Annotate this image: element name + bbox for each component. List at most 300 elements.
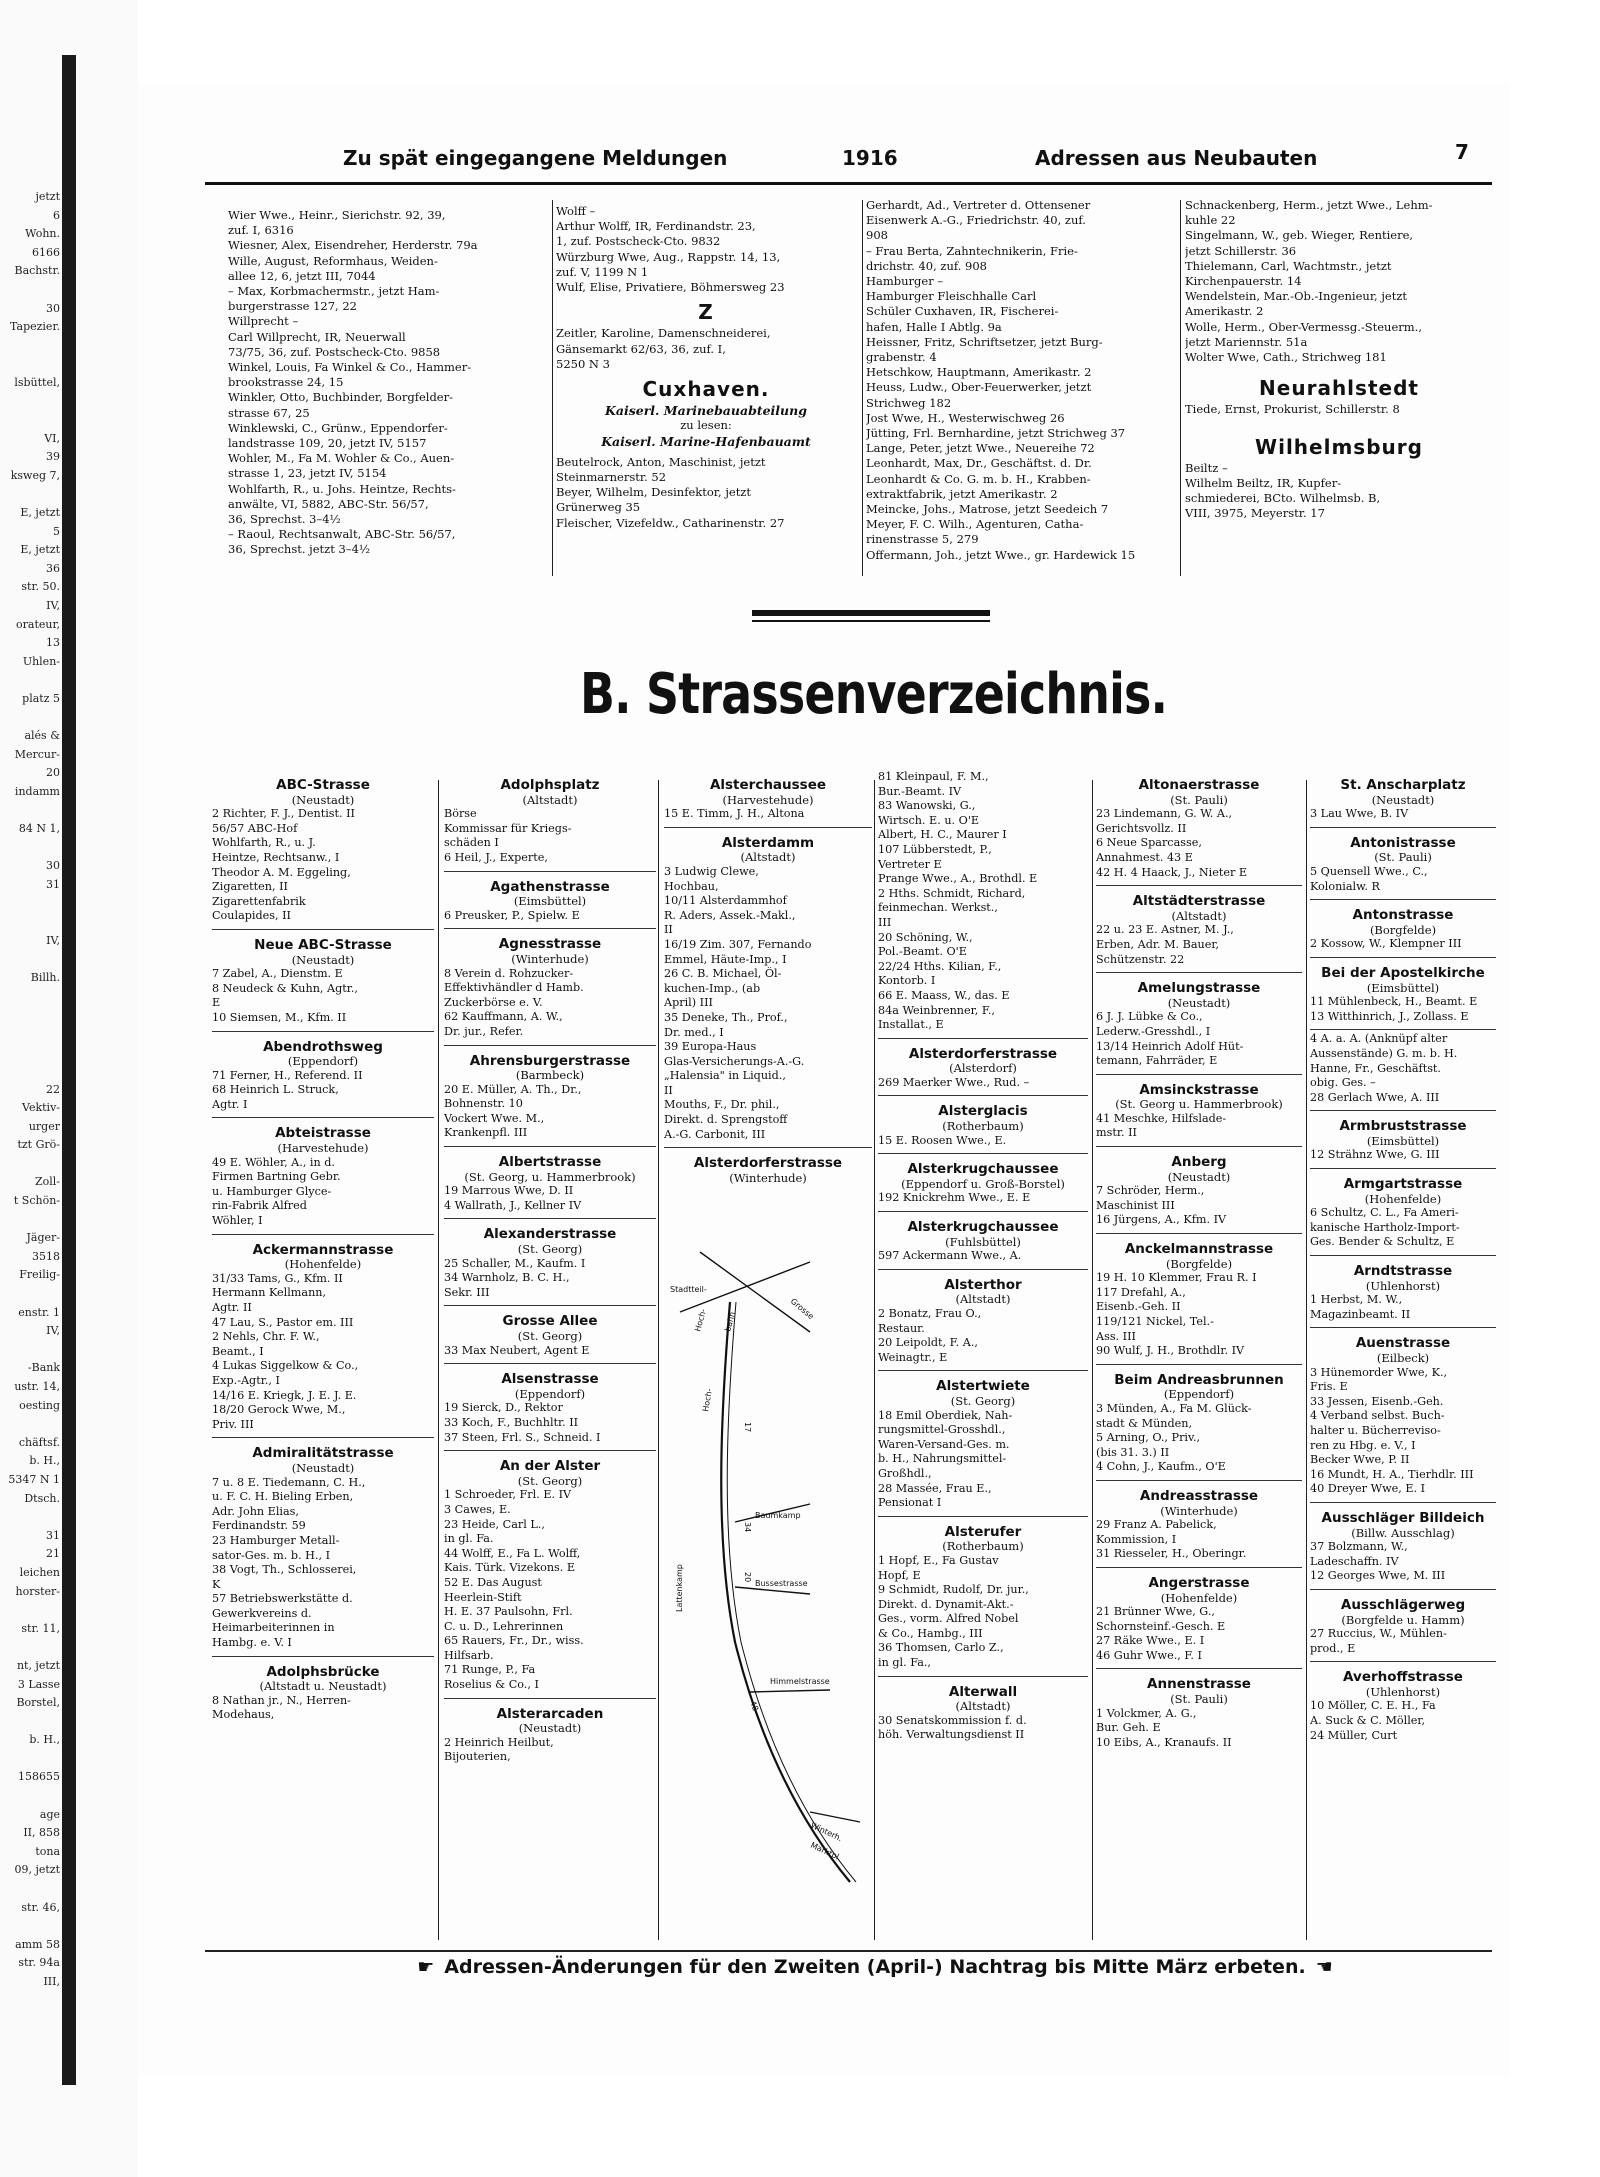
- address-line: 73/75, 36, zuf. Postscheck-Cto. 9858: [228, 344, 441, 359]
- address-line: Beutelrock, Anton, Maschinist, jetzt: [556, 454, 766, 469]
- gutter-text-line: [0, 1917, 60, 1936]
- gutter-text-line: 22: [46, 1082, 60, 1096]
- directory-entry: 71 Runge, P., Fa: [444, 1663, 536, 1677]
- directory-entry: 269 Maerker Wwe., Rud. –: [878, 1075, 1030, 1089]
- address-line: drichstr. 40, zuf. 908: [866, 258, 987, 273]
- directory-entry: Hanne, Fr., Geschäftst.: [1310, 1061, 1441, 1075]
- district-name: (Borgfelde u. Hamm): [1341, 1612, 1465, 1627]
- directory-entry: April) III: [664, 996, 713, 1010]
- street-name: Adolphsbrücke: [266, 1663, 380, 1680]
- directory-entry: 81 Kleinpaul, F. M.,: [878, 770, 989, 783]
- directory-entry: 5 Quensell Wwe., C.,: [1310, 864, 1428, 878]
- directory-entry: rin-Fabrik Alfred: [212, 1199, 307, 1213]
- address-line: rinenstrasse 5, 279: [866, 532, 979, 547]
- district-name: (St. Georg): [950, 1393, 1016, 1408]
- district-name: (Winterhude): [729, 1170, 807, 1185]
- column-divider: [862, 200, 863, 576]
- district-name: (Eppendorf): [514, 1386, 586, 1401]
- street-name: Bei der Apostelkirche: [1321, 964, 1485, 981]
- directory-entry: 56/57 ABC-Hof: [212, 821, 298, 835]
- street-name: Alstertwiete: [936, 1378, 1030, 1395]
- street-name: St. Anscharplatz: [1340, 777, 1466, 793]
- district-name: (St. Georg): [517, 1473, 583, 1488]
- district-name: (Alsterdorf): [949, 1061, 1017, 1076]
- directory-entry: 21 Brünner Wwe, G.,: [1096, 1605, 1215, 1619]
- directory-entry: 20 E. Müller, A. Th., Dr.,: [444, 1082, 582, 1096]
- gutter-text-line: oesting: [19, 1398, 60, 1412]
- gutter-text-line: [0, 1601, 60, 1620]
- gutter-text-line: E, jetzt: [20, 506, 60, 520]
- gutter-text-line: [0, 1508, 60, 1527]
- district-name: (Neustadt): [291, 792, 355, 807]
- directory-entry: Agtr. I: [212, 1097, 248, 1111]
- gutter-text-line: b. H.,: [29, 1733, 60, 1747]
- gutter-text-line: [0, 839, 60, 858]
- gutter-text-line: 6166: [32, 245, 60, 259]
- district-name: (Fuhlsbüttel): [945, 1234, 1021, 1249]
- address-line: kuhle 22: [1185, 213, 1236, 228]
- directory-entry: 11 Mühlenbeck, H., Beamt. E: [1310, 995, 1478, 1009]
- address-line: Jütting, Frl. Bernhardine, jetzt Strichweg 37: [866, 426, 1126, 441]
- directory-entry: 29 Franz A. Pabelick,: [1096, 1518, 1217, 1532]
- header-rule: [205, 182, 1492, 185]
- address-line: extraktfabrik, jetzt Amerikastr. 2: [866, 486, 1058, 501]
- address-line: Arthur Wolff, IR, Ferdinandstr. 23,: [556, 219, 756, 234]
- street-name: Anckelmannstrasse: [1124, 1241, 1274, 1258]
- directory-entry: Großhdl.,: [878, 1466, 932, 1480]
- directory-entry: Theodor A. M. Eggeling,: [212, 865, 351, 879]
- address-line: Fleischer, Vizefeldw., Catharinenstr. 27: [556, 515, 785, 530]
- street-separator: [1096, 1146, 1302, 1147]
- street-separator: [1096, 885, 1302, 886]
- directory-entry: 20 Leipoldt, F. A.,: [878, 1336, 978, 1350]
- directory-entry: 7 u. 8 E. Tiedemann, C. H.,: [212, 1475, 366, 1489]
- column-divider: [438, 780, 439, 1940]
- gutter-text-line: str. 50.: [21, 580, 60, 594]
- directory-entry: II: [664, 923, 673, 937]
- directory-entry: Heerlein-Stift: [444, 1590, 522, 1604]
- map-label: Grosse: [788, 1296, 816, 1322]
- directory-entry: 23 Heide, Carl L.,: [444, 1517, 545, 1531]
- street-separator: [444, 1363, 656, 1364]
- directory-entry: Pensionat I: [878, 1496, 942, 1510]
- directory-entry: 1 Hopf, E., Fa Gustav: [878, 1553, 999, 1567]
- gutter-text-line: 31: [46, 1528, 60, 1542]
- street-separator: [444, 1698, 656, 1699]
- gutter-text-line: [0, 1638, 60, 1657]
- directory-entry: 119/121 Nickel, Tel.-: [1096, 1315, 1214, 1328]
- column-divider: [874, 780, 875, 1940]
- street-separator: [444, 1045, 656, 1046]
- address-line: 36, Sprechst. 3–4½: [228, 512, 341, 527]
- gutter-text-line: 20: [46, 766, 60, 780]
- district-name: (Winterhude): [1160, 1503, 1238, 1518]
- district-name: (Winterhude): [511, 951, 589, 966]
- district-name: (Hohenfelde): [1364, 1191, 1442, 1206]
- gutter-text-line: 31: [46, 877, 60, 891]
- directory-entry: 19 H. 10 Klemmer, Frau R. I: [1096, 1271, 1257, 1285]
- district-name: (Neustadt): [291, 1460, 355, 1475]
- street-separator: [1310, 1255, 1496, 1256]
- gutter-text-line: Wohn.: [25, 227, 60, 241]
- directory-entry: Dr. jur., Refer.: [444, 1024, 524, 1038]
- street-separator: [1096, 1074, 1302, 1075]
- street-name: Alsterdamm: [721, 834, 815, 851]
- directory-entry: 24 Müller, Curt: [1310, 1728, 1398, 1742]
- gutter-text-line: Borstel,: [16, 1696, 60, 1710]
- directory-entry: Wohlfarth, R., u. J.: [212, 836, 316, 850]
- street-separator: [1310, 1110, 1496, 1111]
- map-label: Bussestrasse: [755, 1579, 808, 1588]
- gutter-text-line: [0, 1415, 60, 1434]
- gutter-text-line: [0, 671, 60, 690]
- directory-entry: 6 Schultz, C. L., Fa Ameri-: [1310, 1206, 1459, 1220]
- gutter-text-line: enstr. 1: [18, 1305, 60, 1319]
- street-separator: [878, 1269, 1088, 1270]
- page-edge-bar: [62, 55, 76, 2085]
- directory-entry: Kais. Türk. Vizekons. E: [444, 1561, 576, 1575]
- map-label: bahn: [723, 1310, 738, 1333]
- directory-entry: 3 Cawes, E.: [444, 1502, 511, 1516]
- street-column-5: [1096, 770, 1302, 1750]
- address-line: Heissner, Fritz, Schriftsetzer, jetzt Burg-: [866, 334, 1103, 349]
- address-line: Willprecht –: [228, 314, 299, 329]
- street-separator: [664, 1147, 872, 1148]
- street-separator: [212, 1656, 434, 1657]
- gutter-text-line: Mercur-: [14, 747, 60, 761]
- directory-entry: 2 Hths. Schmidt, Richard,: [878, 886, 1026, 900]
- directory-entry: Weinagtr., E: [878, 1350, 948, 1364]
- street-name: Ausschlägerweg: [1340, 1596, 1466, 1613]
- district-name: (Neustadt): [1371, 792, 1435, 807]
- directory-entry: Emmel, Häute-Imp., I: [664, 952, 787, 966]
- street-separator: [1310, 1168, 1496, 1169]
- directory-entry: Schützenstr. 22: [1096, 952, 1185, 966]
- footer-rule: [205, 1950, 1492, 1952]
- footer-notice: [360, 1956, 1390, 1978]
- district-name: (St. Pauli): [1170, 792, 1228, 807]
- address-line: zuf. I, 6316: [228, 223, 294, 238]
- address-line: jetzt Schillerstr. 36: [1185, 243, 1297, 258]
- gutter-text-line: 30: [46, 301, 60, 315]
- gutter-text-line: 36: [46, 561, 60, 575]
- street-name: Alsenstrasse: [501, 1371, 599, 1388]
- directory-entry: 66 E. Maass, W., das. E: [878, 988, 1010, 1002]
- directory-entry: 36 Thomsen, Carlo Z.,: [878, 1641, 1004, 1655]
- district-name: (Altstadt): [955, 1292, 1011, 1307]
- directory-entry: 8 Neudeck & Kuhn, Agtr.,: [212, 981, 358, 995]
- adjacent-page-gutter: [0, 0, 138, 2177]
- address-line: Meincke, Johs., Matrose, jetzt Seedeich 7: [866, 502, 1109, 517]
- gutter-text-line: -Bank: [27, 1361, 60, 1375]
- street-separator: [1096, 1364, 1302, 1365]
- street-separator: [664, 827, 872, 828]
- gutter-text-line: [0, 1750, 60, 1769]
- street-name: Alsterkrugchaussee: [907, 1219, 1059, 1236]
- directory-entry: Hermann Kellmann,: [212, 1286, 327, 1300]
- gutter-text-line: 84 N 1,: [18, 822, 60, 836]
- directory-entry: 30 Senatskommission f. d.: [878, 1713, 1027, 1727]
- gutter-text-line: amm 58: [15, 1937, 60, 1951]
- address-line: Schüler Cuxhaven, IR, Fischerei-: [866, 304, 1059, 319]
- gutter-text-line: orateur,: [16, 617, 60, 631]
- directory-entry: Waren-Versand-Ges. m.: [878, 1437, 1010, 1451]
- directory-entry: 28 Massée, Frau E.,: [878, 1481, 992, 1495]
- directory-entry: 23 Lindemann, G. W. A.,: [1096, 807, 1233, 821]
- gutter-text-line: tona: [35, 1844, 60, 1858]
- directory-entry: 26 C. B. Michael, Öl-: [664, 967, 782, 981]
- address-line: Thielemann, Carl, Wachtmstr., jetzt: [1185, 258, 1392, 273]
- directory-entry: 39 Europa-Haus: [664, 1040, 757, 1054]
- directory-entry: 22/24 Hths. Kilian, F.,: [878, 959, 1002, 973]
- directory-entry: 33 Max Neubert, Agent E: [444, 1343, 590, 1357]
- gutter-text-line: [0, 1285, 60, 1304]
- street-name: Ackermannstrasse: [252, 1241, 394, 1258]
- directory-entry: 3 Hünemorder Wwe, K.,: [1310, 1365, 1448, 1379]
- directory-entry: 6 Heil, J., Experte,: [444, 850, 548, 864]
- street-name: Alsterglacis: [938, 1103, 1028, 1120]
- column-divider: [552, 200, 553, 576]
- address-line: Wohler, M., Fa M. Wohler & Co., Auen-: [228, 451, 455, 466]
- directory-entry: 19 Sierck, D., Rektor: [444, 1401, 563, 1415]
- directory-entry: 12 Georges Wwe, M. III: [1310, 1569, 1446, 1583]
- directory-entry: Hambg. e. V. I: [212, 1636, 292, 1650]
- header-left: Zu spät eingegangene Meldungen: [343, 146, 728, 170]
- directory-entry: Becker Wwe, P. II: [1310, 1453, 1410, 1467]
- directory-entry: Gerichtsvollz. II: [1096, 821, 1187, 835]
- address-line: Beyer, Wilhelm, Desinfektor, jetzt: [556, 485, 751, 500]
- street-separator: [444, 1218, 656, 1219]
- late-reports-column-1: [228, 208, 548, 558]
- directory-entry: Coulapides, II: [212, 909, 291, 923]
- directory-entry: Zigaretten, II: [212, 880, 288, 894]
- street-name: Ahrensburgerstrasse: [469, 1052, 631, 1069]
- pointing-hand-icon: ☛: [417, 1956, 435, 1978]
- district-name: (St. Pauli): [1170, 1692, 1228, 1707]
- address-line: landstrasse 109, 20, jetzt IV, 5157: [228, 436, 427, 451]
- directory-entry: Kolonialw. R: [1310, 879, 1380, 893]
- street-name: Admiralitätstrasse: [252, 1445, 394, 1462]
- directory-entry: Ges. Bender & Schultz, E: [1310, 1235, 1455, 1249]
- gutter-text-line: str. 94a: [18, 1956, 60, 1970]
- directory-entry: 2 Richter, F. J., Dentist. II: [212, 807, 355, 821]
- address-line: hafen, Halle I Abtlg. 9a: [866, 319, 1002, 334]
- pointing-hand-icon: ☚: [1315, 1956, 1333, 1978]
- directory-entry: 31 Riesseler, H., Oberingr.: [1096, 1547, 1247, 1561]
- gutter-text-line: str. 11,: [21, 1621, 60, 1635]
- directory-entry: Beamt., I: [212, 1344, 264, 1358]
- directory-entry: Prange Wwe., A., Brothdl. E: [878, 872, 1038, 886]
- street-name: Annenstrasse: [1147, 1676, 1251, 1693]
- directory-entry: in gl. Fa.: [444, 1532, 494, 1546]
- street-separator: [444, 928, 656, 929]
- directory-entry: 44 Wolff, E., Fa L. Wolff,: [444, 1546, 581, 1560]
- directory-entry: ren zu Hbg. e. V., I: [1310, 1438, 1416, 1452]
- map-label: 17: [743, 1422, 752, 1433]
- district-name: (Eilbeck): [1376, 1351, 1430, 1365]
- address-line: Leonhardt & Co. G. m. b. H., Krabben-: [866, 471, 1091, 486]
- directory-entry: sator-Ges. m. b. H., I: [212, 1548, 331, 1562]
- directory-entry: 37 Steen, Frl. S., Schneid. I: [444, 1430, 601, 1444]
- gutter-text-line: 3518: [32, 1249, 60, 1263]
- address-line: Zeitler, Karoline, Damenschneiderei,: [556, 326, 771, 341]
- address-line: Wiesner, Alex, Eisendreher, Herderstr. 79a: [228, 238, 478, 253]
- street-name: Antonistrasse: [1350, 834, 1456, 851]
- district-name: (Barmbeck): [515, 1068, 585, 1083]
- directory-entry: 107 Lübberstedt, P.,: [878, 842, 992, 856]
- address-line: Wulf, Elise, Privatiere, Böhmersweg 23: [556, 280, 785, 295]
- directory-entry: 10 Siemsen, M., Kfm. II: [212, 1010, 347, 1024]
- cuxhaven-sub-3: Kaiserl. Marine-Hafenbauamt: [601, 433, 811, 449]
- cuxhaven-sub-2: zu lesen:: [680, 418, 732, 433]
- directory-entry: (bis 31. 3.) II: [1096, 1445, 1170, 1459]
- district-name: (Eppendorf): [287, 1054, 359, 1069]
- directory-entry: 10/11 Alsterdammhof: [664, 894, 787, 908]
- directory-entry: 13/14 Heinrich Adolf Hüt-: [1096, 1039, 1244, 1053]
- directory-entry: Roselius & Co., I: [444, 1678, 539, 1692]
- directory-entry: 6 Neue Sparcasse,: [1096, 836, 1202, 850]
- directory-entry: Dr. med., I: [664, 1025, 724, 1039]
- directory-entry: schäden I: [444, 836, 499, 850]
- address-line: Winkel, Louis, Fa Winkel & Co., Hammer-: [228, 360, 472, 375]
- street-name: Grosse Allee: [502, 1313, 598, 1330]
- alsterdorferstrasse-map: [660, 1222, 872, 1922]
- map-label: 34: [743, 1522, 752, 1533]
- gutter-text-line: III,: [43, 1975, 60, 1988]
- directory-entry: Kommission, I: [1096, 1532, 1177, 1546]
- street-name: Albertstrasse: [498, 1154, 602, 1171]
- directory-entry: Firmen Bartning Gebr.: [212, 1170, 341, 1184]
- gutter-text-line: [0, 281, 60, 300]
- district-name: (Altstadt): [522, 792, 578, 807]
- directory-entry: Vockert Wwe. M.,: [444, 1111, 545, 1125]
- street-separator: [878, 1038, 1088, 1039]
- street-name: Abendrothsweg: [263, 1038, 383, 1055]
- directory-entry: 84a Weinbrenner, F.,: [878, 1003, 995, 1017]
- directory-entry: H. E. 37 Paulsohn, Frl.: [444, 1605, 573, 1619]
- directory-entry: 1 Volckmer, A. G.,: [1096, 1706, 1197, 1720]
- directory-entry: höh. Verwaltungsdienst II: [878, 1728, 1025, 1742]
- gutter-text-line: jetzt: [35, 190, 60, 203]
- street-separator: [444, 1450, 656, 1451]
- directory-entry: Kommissar für Kriegs-: [444, 821, 572, 835]
- district-name: (Neustadt): [1167, 1169, 1231, 1184]
- header-right: Adressen aus Neubauten: [1035, 146, 1318, 170]
- district-name: (Uhlenhorst): [1365, 1278, 1441, 1293]
- directory-entry: Sekr. III: [444, 1285, 490, 1299]
- street-name: Alsterdorferstrasse: [908, 1045, 1058, 1062]
- street-separator: [878, 1370, 1088, 1371]
- directory-entry: 12 Strähnz Wwe, G. III: [1310, 1148, 1440, 1162]
- directory-entry: 2 Kossow, W., Klempner III: [1310, 937, 1462, 951]
- directory-entry: temann, Fahrräder, E: [1096, 1054, 1218, 1068]
- directory-entry: Lederw.-Gresshdl., I: [1096, 1024, 1211, 1038]
- address-line: 1, zuf. Postscheck-Cto. 9832: [556, 234, 721, 249]
- directory-entry: rungsmittel-Grosshdl.,: [878, 1423, 1006, 1437]
- directory-entry: u. Hamburger Glyce-: [212, 1184, 332, 1198]
- district-name: (Rotherbaum): [942, 1539, 1024, 1554]
- directory-entry: Zigarettenfabrik: [212, 894, 306, 908]
- address-line: 908: [866, 228, 888, 243]
- directory-entry: 18 Emil Oberdiek, Nah-: [878, 1408, 1013, 1422]
- directory-entry: 22 u. 23 E. Astner, M. J.,: [1096, 923, 1234, 937]
- directory-entry: Magazinbeamt. II: [1310, 1307, 1411, 1321]
- directory-entry: Vertreter E: [878, 857, 942, 871]
- directory-entry: b. H., Nahrungsmittel-: [878, 1452, 1007, 1466]
- street-name: Alsterchaussee: [709, 777, 827, 793]
- gutter-text-line: indamm: [14, 785, 60, 798]
- directory-entry: Mouths, F., Dr. phil.,: [664, 1098, 780, 1112]
- map-label: 48: [748, 1699, 761, 1713]
- street-name: Beim Andreasbrunnen: [1114, 1371, 1284, 1388]
- street-separator: [1310, 1589, 1496, 1590]
- address-line: Hamburger Fleischhalle Carl: [866, 289, 1037, 304]
- gutter-text-line: [0, 337, 60, 356]
- address-line: strasse 67, 25: [228, 405, 310, 420]
- directory-entry: 35 Deneke, Th., Prof.,: [664, 1010, 788, 1024]
- late-reports-column-2: [556, 204, 856, 531]
- directory-entry: Heintze, Rechtsanw., I: [212, 850, 340, 864]
- directory-entry: 4 Lukas Siggelkow & Co.,: [212, 1359, 359, 1373]
- gutter-text-line: [0, 1787, 60, 1806]
- district-name: (Altstadt): [955, 1699, 1011, 1714]
- directory-entry: 192 Knickrehm Wwe., E. E: [878, 1191, 1031, 1205]
- directory-entry: 1 Schroeder, Frl. E. IV: [444, 1488, 572, 1502]
- directory-entry: obig. Ges. –: [1310, 1076, 1376, 1090]
- gutter-text-line: Dtsch.: [24, 1491, 60, 1505]
- wilhelmsburg-heading: Wilhelmsburg: [1255, 434, 1423, 459]
- street-separator: [444, 1146, 656, 1147]
- gutter-text-line: 39: [46, 450, 60, 464]
- directory-entry: Restaur.: [878, 1321, 925, 1335]
- directory-entry: 3 Ludwig Clewe,: [664, 864, 759, 878]
- address-line: Eisenwerk A.-G., Friedrichstr. 40, zuf.: [866, 213, 1086, 228]
- gutter-text-line: horster-: [15, 1584, 60, 1598]
- address-line: Gerhardt, Ad., Vertreter d. Ottensener: [866, 198, 1091, 212]
- district-name: (Neustadt): [1167, 995, 1231, 1010]
- gutter-text-line: [0, 802, 60, 821]
- gutter-text-line: [0, 1062, 60, 1081]
- address-line: jetzt Mariennstr. 51a: [1185, 334, 1308, 349]
- gutter-text-line: 5347 N 1: [8, 1472, 60, 1486]
- directory-entry: 2 Bonatz, Frau O.,: [878, 1307, 982, 1320]
- directory-entry: 13 Witthinrich, J., Zollass. E: [1310, 1009, 1469, 1023]
- address-line: – Raoul, Rechtsanwalt, ABC-Str. 56/57,: [228, 527, 456, 542]
- address-line: Winkler, Otto, Buchbinder, Borgfelder-: [228, 390, 453, 405]
- directory-entry: Effektivhändler d Hamb.: [444, 981, 584, 995]
- gutter-text-line: lsbüttel,: [14, 375, 60, 389]
- address-line: Hetschkow, Hauptmann, Amerikastr. 2: [866, 365, 1092, 380]
- map-label: Himmelstrasse: [770, 1677, 830, 1686]
- gutter-text-line: [0, 1211, 60, 1230]
- district-name: (Neustadt): [291, 952, 355, 967]
- directory-entry: 2 Heinrich Heilbut,: [444, 1735, 554, 1749]
- directory-entry: Annahmest. 43 E: [1096, 850, 1193, 864]
- address-line: Gänsemarkt 62/63, 36, zuf. I,: [556, 341, 726, 356]
- map-label: Stadtteil-: [670, 1285, 707, 1294]
- address-line: zuf. V, 1199 N 1: [556, 264, 649, 279]
- directory-entry: 1 Herbst, M. W.,: [1310, 1293, 1403, 1307]
- address-line: allee 12, 6, jetzt III, 7044: [228, 268, 376, 283]
- street-name: Armbruststrasse: [1339, 1118, 1467, 1135]
- directory-entry: 37 Bolzmann, W.,: [1310, 1540, 1408, 1554]
- directory-entry: 15 E. Roosen Wwe., E.: [878, 1133, 1007, 1147]
- directory-entry: 31/33 Tams, G., Kfm. II: [212, 1271, 343, 1285]
- directory-entry: 9 Schmidt, Rudolf, Dr. jur.,: [878, 1583, 1029, 1597]
- gutter-text-line: Jäger-: [26, 1231, 60, 1245]
- directory-entry: 25 Schaller, M., Kaufm. I: [444, 1256, 586, 1270]
- address-line: Grünerweg 35: [556, 500, 641, 515]
